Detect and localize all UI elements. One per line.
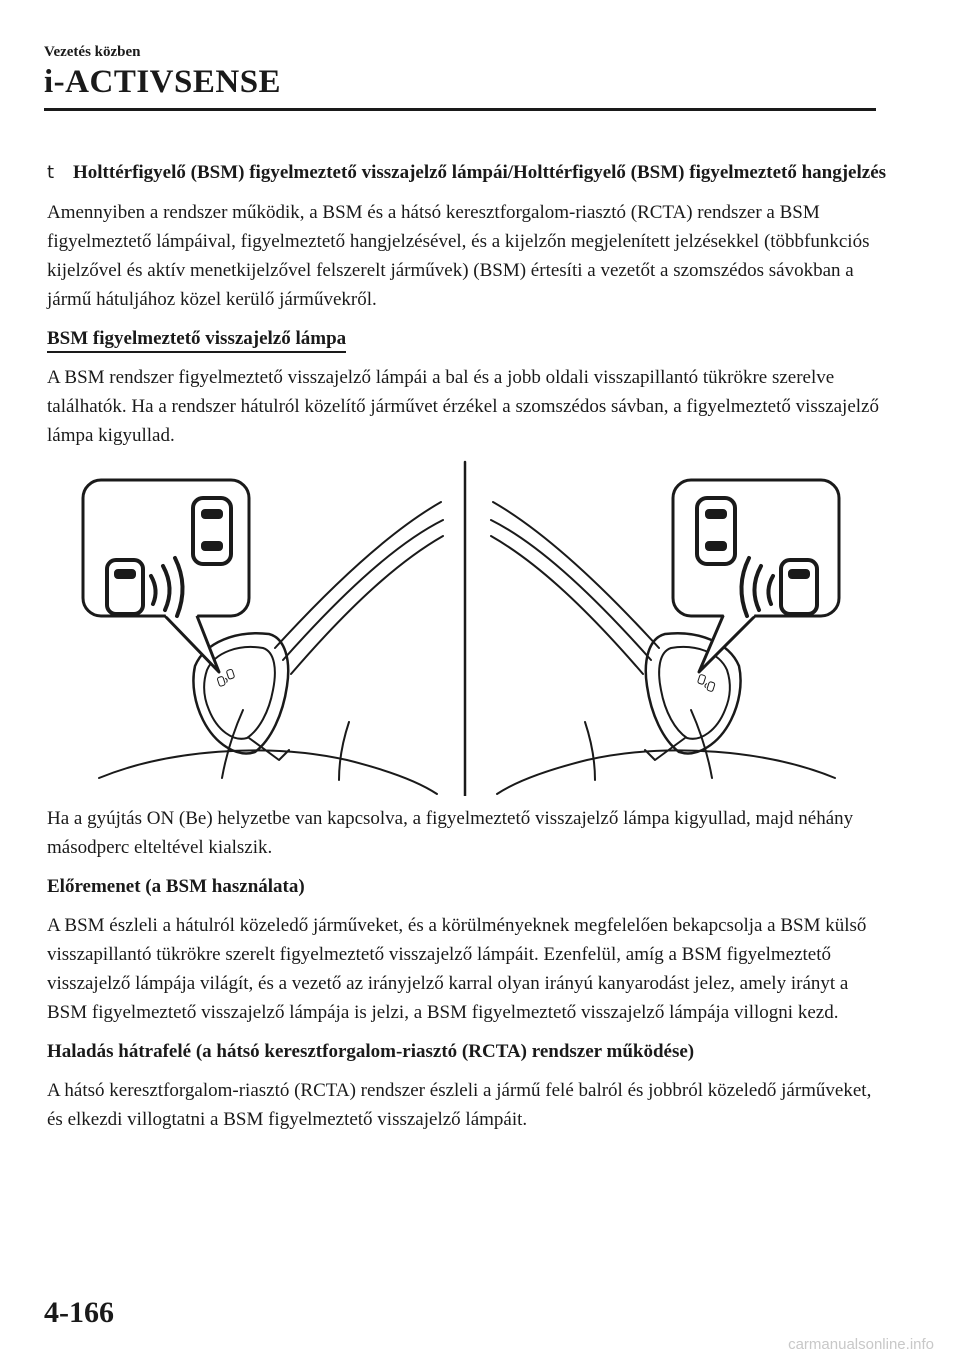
square-bullet-icon: t — [47, 162, 55, 183]
bsm-lamp-paragraph: A BSM rendszer figyelmeztető visszajelző lámpái a bal és a jobb oldali visszapillantó tükrökre szerelve találhatók. Ha a rendszer hátulról közelítő járművet érzékel a szomszédos sávban, a figyelmeztető visszajelző lámpa kigyullad. — [47, 367, 879, 446]
ignition-paragraph: Ha a gyújtás ON (Be) helyzetbe van kapcsolva, a figyelmeztető visszajelző lámpa kigyullad, majd néhány másodperc elteltével kialszik. — [47, 808, 854, 858]
intro-paragraph: Amennyiben a rendszer működik, a BSM és a hátsó keresztforgalom-riasztó (RCTA) rendszer a BSM figyelmeztető lámpáival, figyelmeztető hangjelzésével, és a kijelzőn megjelenített jelzésekkel (többfunkciós kijelzővel és aktív menetkijelzővel felszerelt járművek) (BSM) értesíti a vezetőt a szomszédos sávokban a jármű hátuljához közel kerülő járművekről. — [47, 202, 870, 310]
reverse-paragraph: A hátsó keresztforgalom-riasztó (RCTA) rendszer észleli a jármű felé balról és jobbról közeledő járműveket, és elkezdi villogtatni a BSM figyelmeztető visszajelző lámpáit. — [47, 1080, 872, 1130]
bullet-heading-text: Holttérfigyelő (BSM) figyelmeztető visszajelző lámpái/Holttérfigyelő (BSM) figyelmeztető hangjelzés — [73, 162, 887, 183]
section-label: Vezetés közben — [44, 44, 141, 60]
forward-paragraph: A BSM észleli a hátulról közeledő járműveket, és a körülményeknek megfelelően bekapcsolja a BSM külső visszapillantó tükrökre szerelt figyelmeztető visszajelző lámpáit. Ezenfelül, amíg a BSM figyelmeztető visszajelző lámpája világít, és a vezető az irányjelző karral olyan irányú kanyarodást jelez, amely irányt a BSM figyelmeztető visszajelző lámpája is jelzi, a BSM figyelmeztető visszajelző lámpája villogni kezd. — [47, 915, 867, 1023]
mirror-illustration — [47, 460, 887, 796]
mirror-bsm-icon-right — [696, 674, 716, 692]
header-rule — [44, 108, 876, 111]
page-content — [47, 158, 887, 1144]
chapter-title: i-ACTIVSENSE — [44, 64, 282, 100]
page-number: 4-166 — [44, 1296, 114, 1329]
watermark: carmanualsonline.info — [788, 1336, 934, 1353]
subheading-reverse: Haladás hátrafelé (a hátsó keresztforgalom-riasztó (RCTA) rendszer működése) — [47, 1041, 695, 1062]
bullet-heading — [47, 158, 887, 187]
subheading-forward: Előremenet (a BSM használata) — [47, 876, 305, 897]
subheading-bsm-lamp — [47, 324, 887, 353]
left-mirror-scene — [83, 480, 443, 794]
subheading-bsm-lamp-text: BSM figyelmeztető visszajelző lámpa — [47, 327, 346, 353]
right-mirror-scene — [491, 480, 839, 794]
